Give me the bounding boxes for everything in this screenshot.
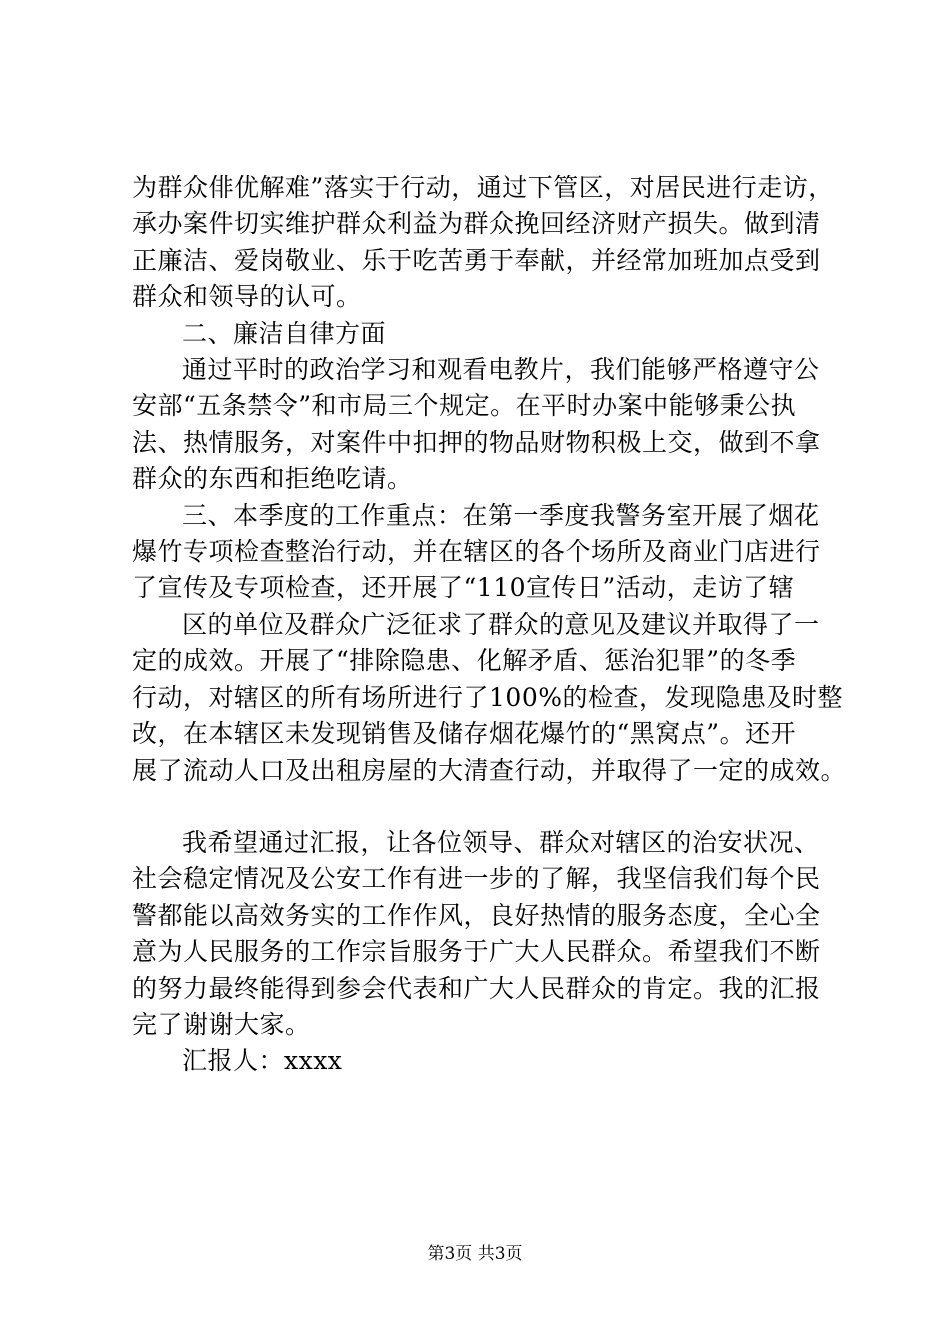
paragraph — [132, 1043, 852, 1079]
paragraph — [132, 388, 852, 497]
text-line: 警都能以高效务实的工作作风，良好热情的服务态度，全心全 — [132, 900, 821, 930]
paragraph — [132, 170, 852, 316]
text-line: 群众的东西和拒绝吃请。 — [132, 464, 413, 494]
text-line: 正廉洁、爱岗敬业、乐于吃苦勇于奉献，并经常加班加点受到 — [132, 245, 821, 275]
text-line: 汇报人：xxxx — [182, 1046, 343, 1076]
paragraph — [132, 316, 852, 352]
paragraph — [132, 534, 852, 607]
text-line: 安部“五条禁令”和市局三个规定。在平时办案中能够秉公执 — [132, 391, 797, 421]
paragraph — [132, 643, 852, 789]
paragraph — [132, 861, 852, 1043]
text-line: 社会稳定情况及公安工作有进一步的了解，我坚信我们每个民 — [132, 864, 821, 894]
text-line: 通过平时的政治学习和观看电教片，我们能够严格遵守公 — [182, 355, 820, 385]
page-footer: 第3页 共3页 — [427, 1244, 523, 1264]
text-line: 了宣传及专项检查，还开展了“110宣传日”活动，走访了辖 — [132, 573, 795, 603]
text-line: 展了流动人口及出租房屋的大清查行动，并取得了一定的成效。 — [132, 755, 847, 785]
text-line: 区的单位及群众广泛征求了群众的意见及建议并取得了一 — [182, 609, 820, 639]
text-line: 改，在本辖区未发现销售及储存烟花爆竹的“黑窝点”。还开 — [132, 719, 797, 749]
paragraph — [132, 498, 852, 534]
text-line: 二、廉洁自律方面 — [182, 318, 387, 348]
text-line: 承办案件切实维护群众利益为群众挽回经济财产损失。做到清 — [132, 209, 821, 239]
text-line: 为群众俳优解难”落实于行动，通过下管区，对居民进行走访， — [132, 173, 834, 202]
paragraph — [132, 825, 852, 861]
paragraph-gap — [132, 789, 852, 825]
text-line: 法、热情服务，对案件中扣押的物品财物积极上交，做到不拿 — [132, 427, 821, 457]
text-line: 我希望通过汇报，让各位领导、群众对辖区的治安状况、 — [182, 827, 820, 857]
text-line: 完了谢谢大家。 — [132, 1009, 311, 1039]
paragraph — [132, 352, 852, 388]
paragraph — [132, 607, 852, 643]
text-line: 行动，对辖区的所有场所进行了100%的检查，发现隐患及时整 — [132, 682, 843, 712]
text-line: 三、本季度的工作重点：在第一季度我警务室开展了烟花 — [182, 500, 820, 530]
text-line: 定的成效。开展了“排除隐患、化解矛盾、惩治犯罪”的冬季 — [132, 646, 797, 676]
text-line: 爆竹专项检查整治行动，并在辖区的各个场所及商业门店进行 — [132, 537, 821, 567]
text-line: 的努力最终能得到参会代表和广大人民群众的肯定。我的汇报 — [132, 973, 821, 1003]
text-line: 意为人民服务的工作宗旨服务于广大人民群众。希望我们不断 — [132, 937, 821, 967]
text-line: 群众和领导的认可。 — [132, 282, 362, 312]
document-body — [132, 170, 852, 1080]
